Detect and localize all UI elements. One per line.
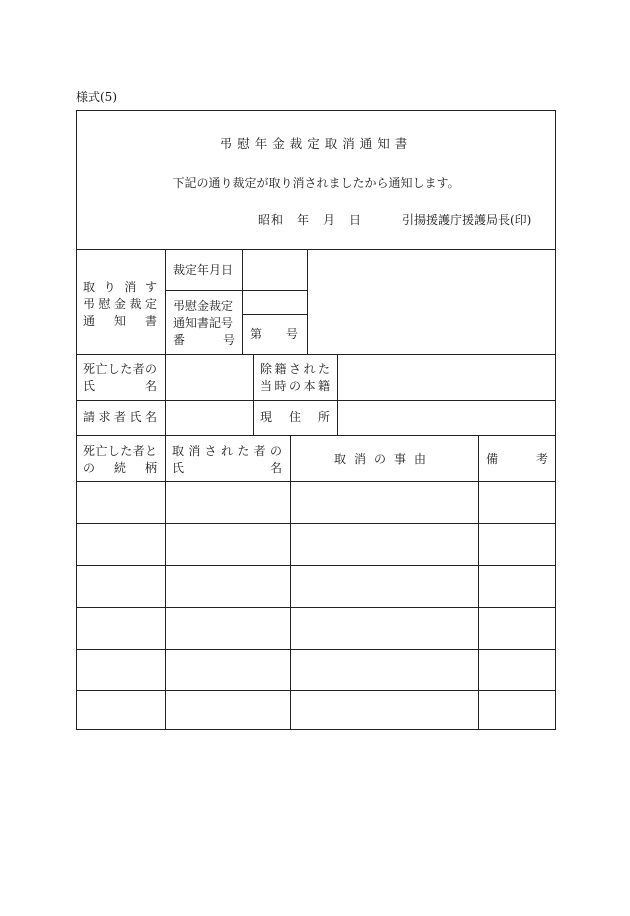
notice-code-label-line3: 番 号 bbox=[173, 333, 235, 347]
cancel-notice-label-line3: 通 知 書 bbox=[83, 314, 157, 328]
cancelled-name-header-line1: 取消された者の bbox=[172, 444, 282, 458]
relation-header-line1: 死亡した者と bbox=[83, 444, 157, 458]
date-line: 昭和 年 月 日 bbox=[258, 213, 363, 227]
document-title: 弔慰年金裁定取消通知書 bbox=[219, 136, 413, 151]
deceased-name-label-line1: 死亡した者の bbox=[83, 362, 157, 376]
number-label: 第 号 bbox=[250, 327, 299, 341]
decision-date-label: 裁定年月日 bbox=[173, 263, 234, 277]
address-label: 現 住 所 bbox=[260, 410, 330, 424]
remarks-header: 備 考 bbox=[486, 452, 548, 466]
form-label: 様式(5) bbox=[76, 90, 117, 104]
notice-code-label-line2: 通知書記号 bbox=[173, 316, 234, 330]
register-label-line2: 当時の本籍 bbox=[260, 379, 330, 393]
deceased-name-label-line2: 氏 名 bbox=[83, 379, 157, 393]
notice-code-label-line1: 弔慰金裁定 bbox=[173, 299, 234, 313]
cancelled-name-header-line2: 氏 名 bbox=[172, 461, 282, 475]
lead-sentence: 下記の通り裁定が取り消されましたから通知します。 bbox=[172, 176, 460, 190]
register-label-line1: 除籍された bbox=[260, 362, 330, 376]
claimant-name-label: 請求者氏名 bbox=[83, 410, 157, 424]
relation-header-line2: の 続 柄 bbox=[83, 461, 157, 475]
issuer-line: 引揚援護庁援護局長(印) bbox=[402, 213, 532, 227]
cancel-notice-label-line1: 取り消す bbox=[83, 280, 157, 294]
reason-header: 取消の事由 bbox=[333, 452, 434, 466]
cancel-notice-label-line2: 弔慰金裁定 bbox=[83, 297, 157, 311]
